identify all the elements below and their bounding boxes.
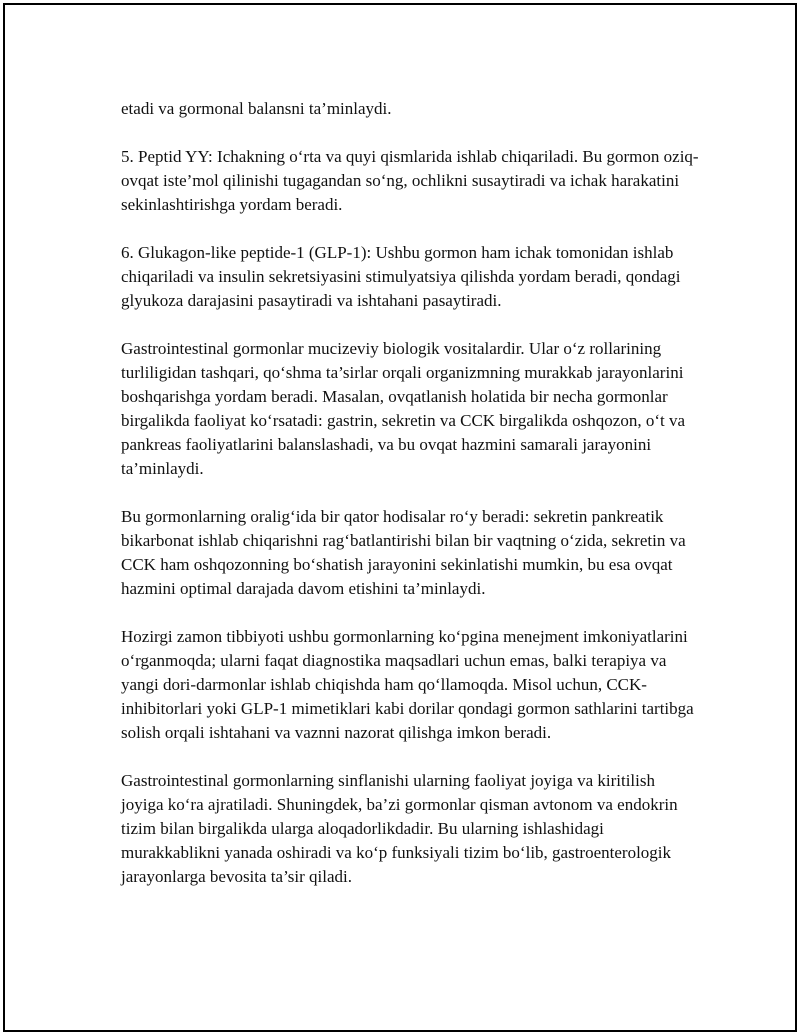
paragraph-hormone-interactions: Bu gormonlarning oralig‘ida bir qator hodisalar ro‘y beradi: sekretin pankreatik bikarbonat ishlab chiqarishni rag‘batlantirishi bilan bir vaqtning o‘zida, sekretin va CCK ham oshqozonning bo‘shatish jarayonini sekinlatishi mumkin, bu esa ovqat hazmini optimal darajada davom etishini ta’minlaydi. bbox=[121, 507, 686, 598]
paragraph-glp1: 6. Glukagon-like peptide-1 (GLP-1): Ushbu gormon ham ichak tomonidan ishlab chiqariladi va insulin sekretsiyasini stimulyatsiya qilishda yordam beradi, qondagi glyukoza darajasini pasaytiradi va ishtahani pasaytiradi. bbox=[121, 243, 681, 310]
paragraph-modern-medicine: Hozirgi zamon tibbiyoti ushbu gormonlarning ko‘pgina menejment imkoniyatlarini o‘rganmoqda; ularni faqat diagnostika maqsadlari uchun emas, balki terapiya va yangi dori-darmonlar ishlab chiqishda ham qo‘llamoqda. Misol uchun, CCK-inhibitorlari yoki GLP-1 mimetiklari kabi dorilar qondagi gormon sathlarini tartibga solish orqali ishtahani va vaznni nazorat qilishga imkon beradi. bbox=[121, 627, 694, 742]
paragraph-continuation: etadi va gormonal balansni ta’minlaydi. bbox=[121, 99, 392, 118]
document-body bbox=[121, 97, 701, 913]
page-frame bbox=[3, 3, 797, 1032]
paragraph-classification: Gastrointestinal gormonlarning sinflanishi ularning faoliyat joyiga va kiritilish joyiga ko‘ra ajratiladi. Shuningdek, ba’zi gormonlar qisman avtonom va endokrin tizim bilan birgalikda ularga aloqadorlikdadir. Bu ularning ishlashidagi murakkablikni yanada oshiradi va ko‘p funksiyali tizim bo‘lib, gastroenterologik jarayonlarga bevosita ta’sir qiladi. bbox=[121, 771, 678, 886]
paragraph-gastrointestinal-hormones: Gastrointestinal gormonlar mucizeviy biologik vositalardir. Ular o‘z rollarining turliligidan tashqari, qo‘shma ta’sirlar orqali organizmning murakkab jarayonlarini boshqarishga yordam beradi. Masalan, ovqatlanish holatida bir necha gormonlar birgalikda faoliyat ko‘rsatadi: gastrin, sekretin va CCK birgalikda oshqozon, o‘t va pankreas faoliyatlarini balanslashadi, va bu ovqat hazmini samarali jarayonini ta’minlaydi. bbox=[121, 339, 686, 478]
paragraph-peptide-yy: 5. Peptid YY: Ichakning o‘rta va quyi qismlarida ishlab chiqariladi. Bu gormon oziq-ovqat iste’mol qilinishi tugagandan so‘ng, ochlikni susaytiradi va ichak harakatini sekinlashtirishga yordam beradi. bbox=[121, 147, 699, 214]
